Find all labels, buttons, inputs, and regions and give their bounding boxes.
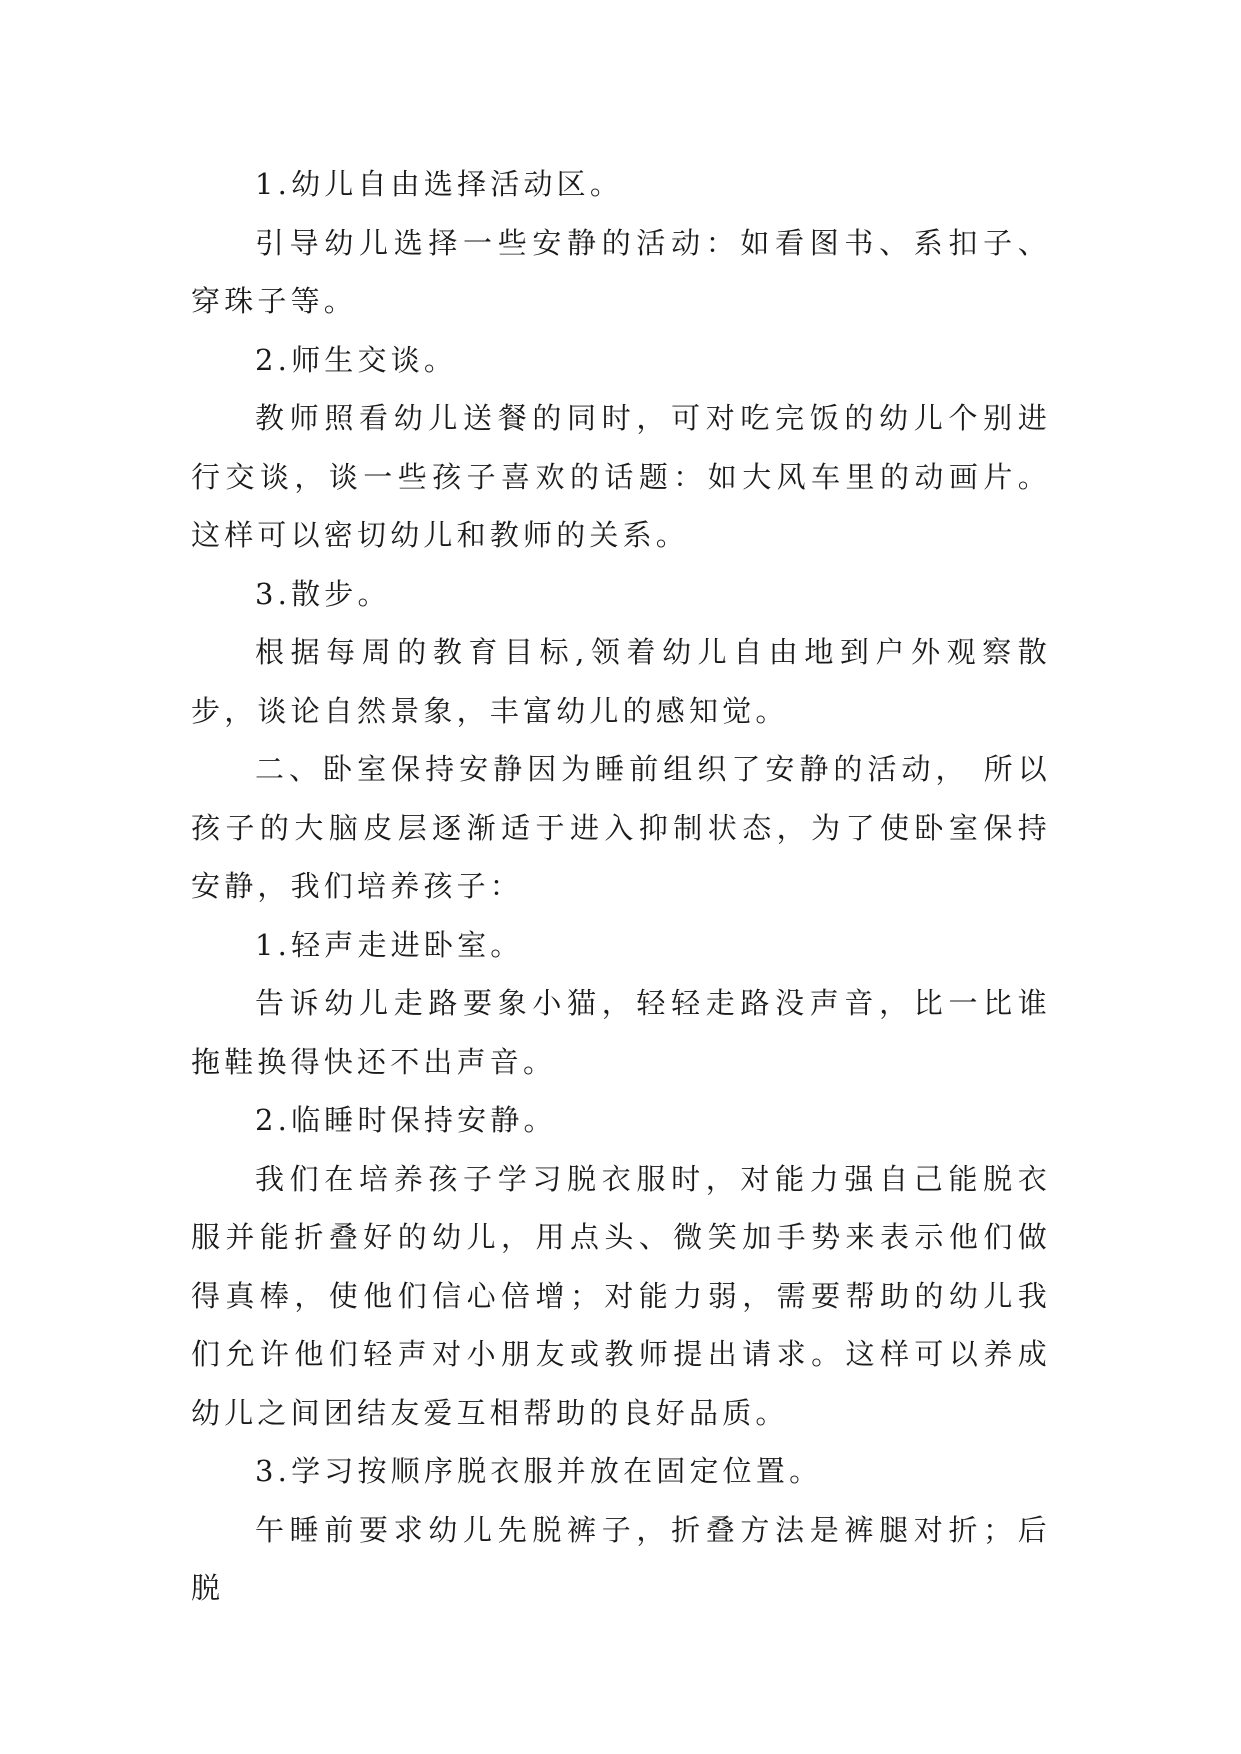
paragraph-heading-conversation: 2.师生交谈。	[255, 342, 458, 377]
paragraph-nap-undress-method: 午睡前要求幼儿先脱裤子，折叠方法是裤腿对折；后脱	[191, 1512, 1051, 1605]
paragraph-heading-free-activity: 1.幼儿自由选择活动区。	[255, 167, 624, 201]
paragraph-undressing-training: 我们在培养孩子学习脱衣服时，对能力强自己能脱衣服并能折叠好的幼儿，用点头、微笑加手势来表示他们做得真棒，使他们信心倍增；对能力弱，需要帮助的幼儿我们允许他们轻声对小朋友或教师提出请求。这样可以养成幼儿之间团结友爱互相帮助的良好品质。	[191, 1161, 1051, 1430]
paragraph-heading-quiet-before-sleep: 2.临睡时保持安静。	[255, 1103, 557, 1137]
paragraph-section-two-bedroom-quiet: 二、卧室保持安静因为睡前组织了安静的活动， 所以孩子的大脑皮层逐渐适于进入抑制状态，为了使卧室保持安静，我们培养孩子：	[191, 752, 1051, 903]
paragraph-outdoor-walk: 根据每周的教育目标,领着幼儿自由地到户外观察散步，谈论自然景象，丰富幼儿的感知觉。	[191, 635, 1051, 728]
paragraph-walk-like-kitten: 告诉幼儿走路要象小猫，轻轻走路没声音，比一比谁拖鞋换得快还不出声音。	[191, 986, 1051, 1079]
paragraph-teacher-conversation: 教师照看幼儿送餐的同时，可对吃完饭的幼儿个别进行交谈，谈一些孩子喜欢的话题：如大风车里的动画片。这样可以密切幼儿和教师的关系。	[191, 401, 1051, 552]
paragraph-heading-undress-in-order: 3.学习按顺序脱衣服并放在固定位置。	[255, 1454, 823, 1488]
paragraph-heading-enter-quietly: 1.轻声走进卧室。	[255, 927, 524, 962]
paragraph-heading-walk: 3.散步。	[255, 576, 391, 611]
paragraph-quiet-activities: 引导幼儿选择一些安静的活动：如看图书、系扣子、穿珠子等。	[191, 225, 1051, 318]
document-body	[191, 155, 1051, 1618]
